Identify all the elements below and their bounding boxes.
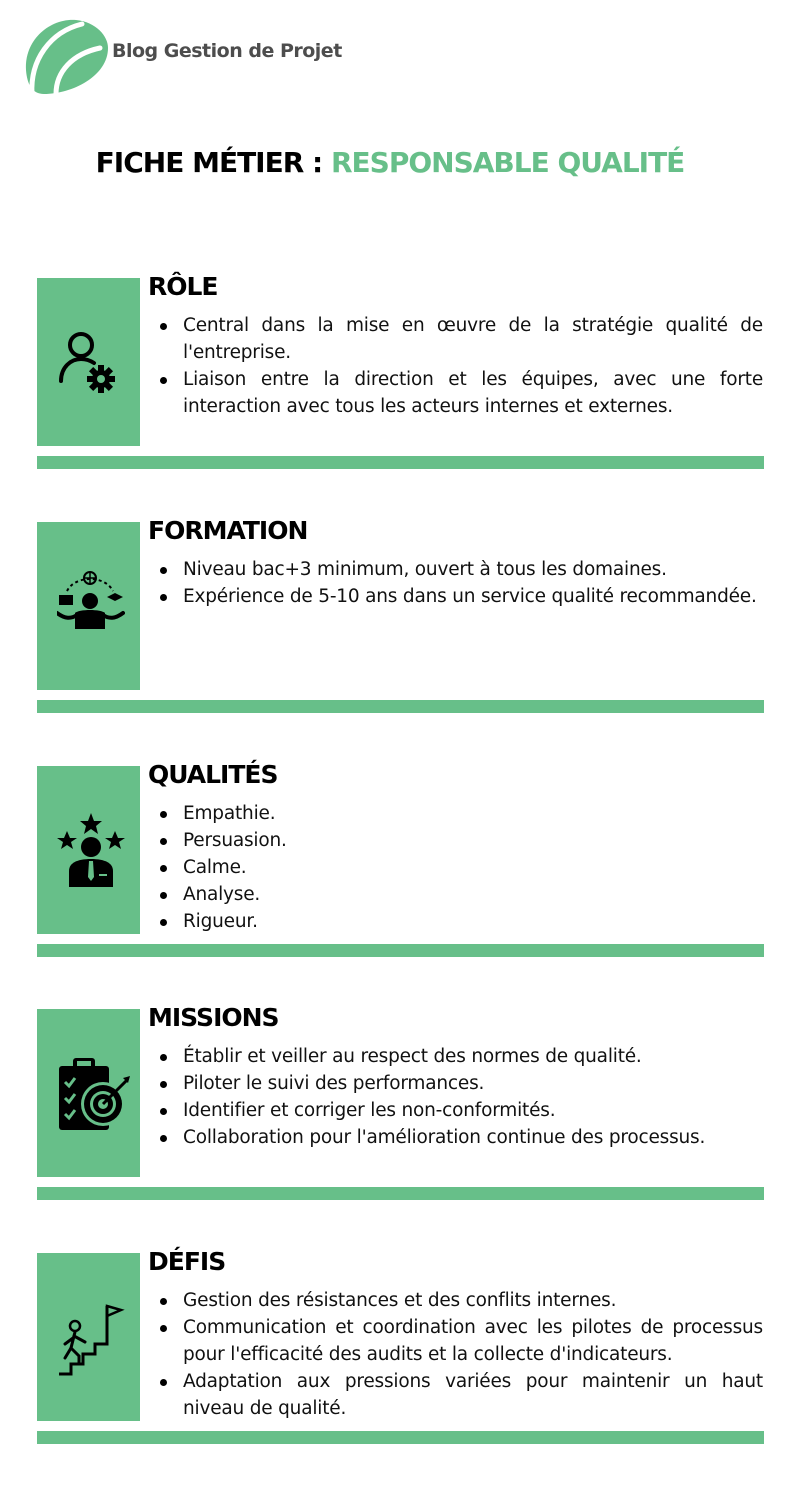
- person-stars-icon: [57, 813, 125, 889]
- student-learning-icon: [57, 569, 125, 643]
- section-role-title: RÔLE: [148, 272, 218, 301]
- section-role-list: [160, 312, 763, 420]
- list-item: Gestion des résistances et des conflits internes.: [160, 1287, 763, 1314]
- list-item: Établir et veiller au respect des normes de qualité.: [160, 1043, 763, 1070]
- list-item: Calme.: [160, 854, 763, 881]
- page-title-prefix: FICHE MÉTIER :: [95, 146, 331, 179]
- logo: [20, 14, 340, 98]
- section-missions-list: [160, 1043, 763, 1151]
- divider-bar: [37, 1187, 764, 1200]
- list-item: Communication et coordination avec les pilotes de processus pour l'efficacité des audits et la collecte d'indicateurs.: [160, 1314, 763, 1368]
- section-defis-icon-box: [37, 1253, 140, 1421]
- section-formation-icon-box: [37, 522, 140, 690]
- divider-bar: [37, 456, 764, 469]
- list-item: Collaboration pour l'amélioration continue des processus.: [160, 1124, 763, 1151]
- section-formation-title: FORMATION: [148, 516, 308, 545]
- section-role-icon-box: [37, 278, 140, 446]
- list-item: Rigueur.: [160, 908, 763, 935]
- person-gear-icon: [57, 325, 121, 399]
- section-qualites-icon-box: [37, 766, 140, 934]
- list-item: Liaison entre la direction et les équipes, avec une forte interaction avec tous les acteurs internes et externes.: [160, 366, 763, 420]
- section-missions-icon-box: [37, 1009, 140, 1177]
- list-item: Adaptation aux pressions variées pour maintenir un haut niveau de qualité.: [160, 1368, 763, 1422]
- divider-bar: [37, 944, 764, 957]
- list-item: Central dans la mise en œuvre de la stratégie qualité de l'entreprise.: [160, 312, 763, 366]
- list-item: Analyse.: [160, 881, 763, 908]
- list-item: Identifier et corriger les non-conformités.: [160, 1097, 763, 1124]
- section-qualites-title: QUALITÉS: [148, 760, 278, 789]
- section-formation-list: [160, 556, 763, 610]
- divider-bar: [37, 1431, 764, 1444]
- list-item: Niveau bac+3 minimum, ouvert à tous les domaines.: [160, 556, 763, 583]
- logo-text: Blog Gestion de Projet: [112, 40, 342, 62]
- section-missions-title: MISSIONS: [148, 1003, 279, 1032]
- leaf-logo-icon: [20, 14, 112, 98]
- section-qualites-list: [160, 800, 763, 935]
- divider-bar: [37, 700, 764, 713]
- page-title: [0, 146, 780, 179]
- clipboard-target-icon: [57, 1056, 131, 1132]
- list-item: Persuasion.: [160, 827, 763, 854]
- list-item: Empathie.: [160, 800, 763, 827]
- list-item: Piloter le suivi des performances.: [160, 1070, 763, 1097]
- section-defis-title: DÉFIS: [148, 1247, 226, 1276]
- climbing-stairs-flag-icon: [57, 1300, 125, 1376]
- list-item: Expérience de 5-10 ans dans un service qualité recommandée.: [160, 583, 763, 610]
- section-defis-list: [160, 1287, 763, 1422]
- page-title-highlight: RESPONSABLE QUALITÉ: [330, 146, 685, 179]
